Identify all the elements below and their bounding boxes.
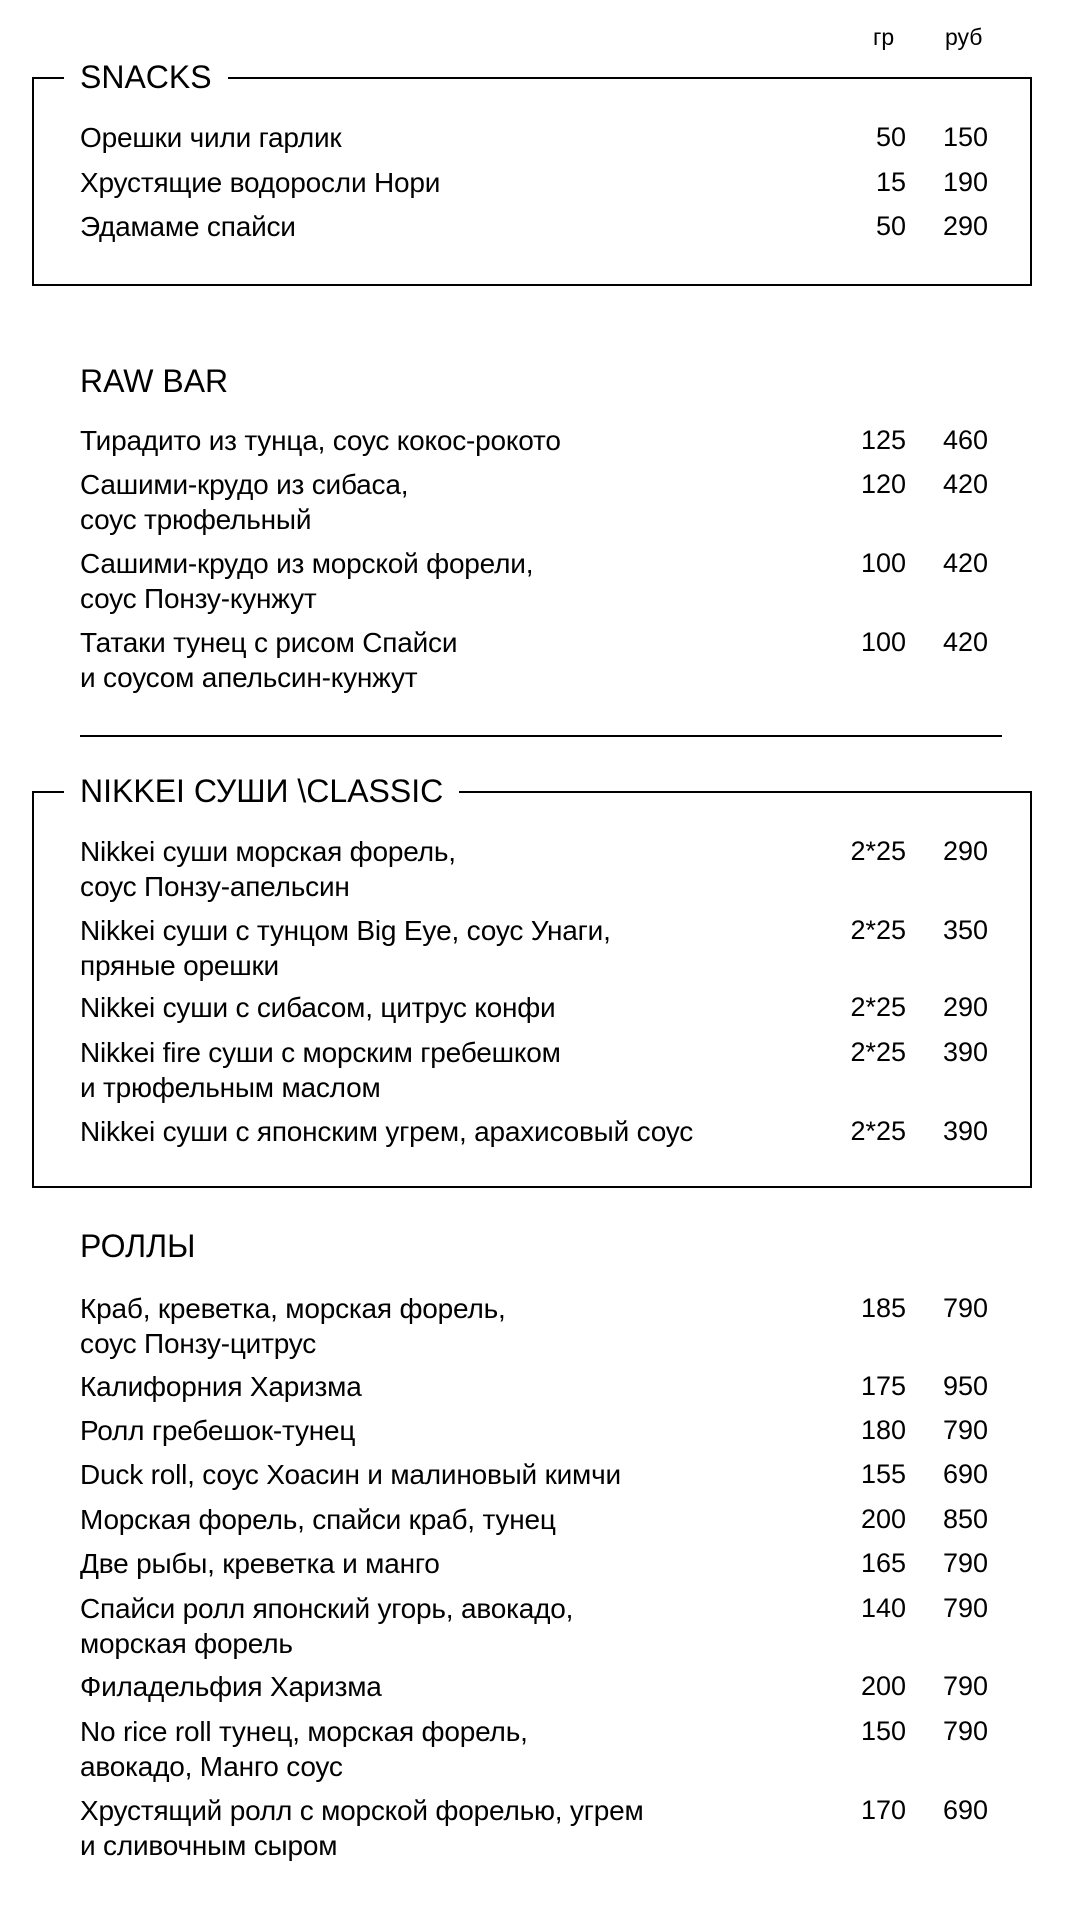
menu-item (80, 1669, 1002, 1704)
menu-item (80, 1413, 1002, 1448)
item-price: 350 (942, 915, 988, 945)
item-weight: 50 (875, 211, 906, 241)
item-name: Ролл гребешок-тунец (80, 1415, 356, 1446)
item-name: Nikkei fire суши с морским гребешком и трюфельным маслом (80, 1037, 561, 1103)
item-price: 420 (942, 548, 988, 578)
item-weight: 2*25 (850, 915, 906, 945)
item-weight: 165 (860, 1548, 906, 1578)
item-weight: 155 (860, 1459, 906, 1489)
item-price: 790 (942, 1293, 988, 1323)
item-price: 420 (942, 469, 988, 499)
item-name: Татаки тунец с рисом Спайси и соусом апельсин-кунжут (80, 627, 458, 693)
menu-item (80, 423, 1002, 458)
item-name: Хрустящий ролл с морской форелью, угрем и сливочным сыром (80, 1795, 644, 1861)
menu-item (80, 1546, 1002, 1581)
item-price: 390 (942, 1116, 988, 1146)
item-price: 790 (942, 1671, 988, 1701)
item-weight: 140 (860, 1593, 906, 1623)
item-weight: 120 (860, 469, 906, 499)
weight-column-header: гр (873, 24, 895, 50)
menu-item (80, 1369, 1002, 1404)
item-weight: 200 (860, 1671, 906, 1701)
item-weight: 2*25 (850, 836, 906, 866)
snacks-section-title: SNACKS (64, 57, 228, 97)
item-name: Nikkei суши морская форель, соус Понзу-апельсин (80, 836, 456, 902)
menu-item (80, 546, 1002, 616)
item-weight: 50 (875, 122, 906, 152)
item-name: Калифорния Харизма (80, 1371, 362, 1402)
rolls-section-title: РОЛЛЫ (80, 1228, 196, 1264)
item-price: 190 (942, 167, 988, 197)
item-name: Nikkei суши с сибасом, цитрус конфи (80, 992, 556, 1023)
menu-item (80, 120, 1002, 155)
item-weight: 2*25 (850, 1037, 906, 1067)
item-name: Орешки чили гарлик (80, 122, 342, 153)
item-name: Тирадито из тунца, соус кокос-рокото (80, 425, 561, 456)
item-price: 790 (942, 1593, 988, 1623)
item-price: 290 (942, 992, 988, 1022)
item-price: 420 (942, 627, 988, 657)
item-price: 290 (942, 211, 988, 241)
menu-item (80, 834, 1002, 904)
item-name: Спайси ролл японский угорь, авокадо, морская форель (80, 1593, 574, 1659)
item-weight: 185 (860, 1293, 906, 1323)
item-name: Nikkei суши с японским угрем, арахисовый соус (80, 1116, 694, 1147)
menu-item (80, 1714, 1002, 1784)
menu-item (80, 1291, 1002, 1361)
menu-item (80, 1591, 1002, 1661)
item-name: No rice roll тунец, морская форель, авокадо, Манго соус (80, 1716, 528, 1782)
item-price: 690 (942, 1795, 988, 1825)
item-weight: 175 (860, 1371, 906, 1401)
item-weight: 15 (875, 167, 906, 197)
item-name: Морская форель, спайси краб, тунец (80, 1504, 556, 1535)
item-weight: 170 (860, 1795, 906, 1825)
menu-item (80, 1035, 1002, 1105)
menu-item (80, 1502, 1002, 1537)
item-price: 460 (942, 425, 988, 455)
item-weight: 150 (860, 1716, 906, 1746)
menu-item (80, 467, 1002, 537)
item-name: Две рыбы, креветка и манго (80, 1548, 440, 1579)
menu-item (80, 1114, 1002, 1149)
item-price: 790 (942, 1415, 988, 1445)
item-name: Сашими-крудо из сибаса, соус трюфельный (80, 469, 409, 535)
item-price: 390 (942, 1037, 988, 1067)
item-name: Сашими-крудо из морской форели, соус Понзу-кунжут (80, 548, 534, 614)
raw-bar-section-title: RAW BAR (80, 363, 229, 399)
item-price: 690 (942, 1459, 988, 1489)
item-weight: 180 (860, 1415, 906, 1445)
item-price: 950 (942, 1371, 988, 1401)
item-price: 150 (942, 122, 988, 152)
item-weight: 2*25 (850, 1116, 906, 1146)
menu-item (80, 209, 1002, 244)
menu-item (80, 1457, 1002, 1492)
item-price: 790 (942, 1548, 988, 1578)
item-price: 850 (942, 1504, 988, 1534)
item-name: Краб, креветка, морская форель, соус Понзу-цитрус (80, 1293, 506, 1359)
item-weight: 200 (860, 1504, 906, 1534)
menu-item (80, 913, 1002, 983)
item-price: 790 (942, 1716, 988, 1746)
item-price: 290 (942, 836, 988, 866)
item-weight: 125 (860, 425, 906, 455)
item-name: Nikkei суши с тунцом Big Eye, соус Унаги, пряные орешки (80, 915, 611, 981)
item-weight: 2*25 (850, 992, 906, 1022)
item-name: Эдамаме спайси (80, 211, 296, 242)
item-name: Duck roll, соус Хоасин и малиновый кимчи (80, 1459, 621, 1490)
item-name: Филадельфия Харизма (80, 1671, 382, 1702)
nikkei-section-title: NIKKEI СУШИ \CLASSIC (64, 771, 459, 811)
item-name: Хрустящие водоросли Нори (80, 167, 441, 198)
price-column-header: руб (945, 24, 983, 50)
menu-item (80, 1793, 1002, 1863)
menu-item (80, 625, 1002, 695)
item-weight: 100 (860, 548, 906, 578)
menu-item (80, 165, 1002, 200)
menu-item (80, 990, 1002, 1025)
item-weight: 100 (860, 627, 906, 657)
section-divider (80, 735, 1002, 737)
